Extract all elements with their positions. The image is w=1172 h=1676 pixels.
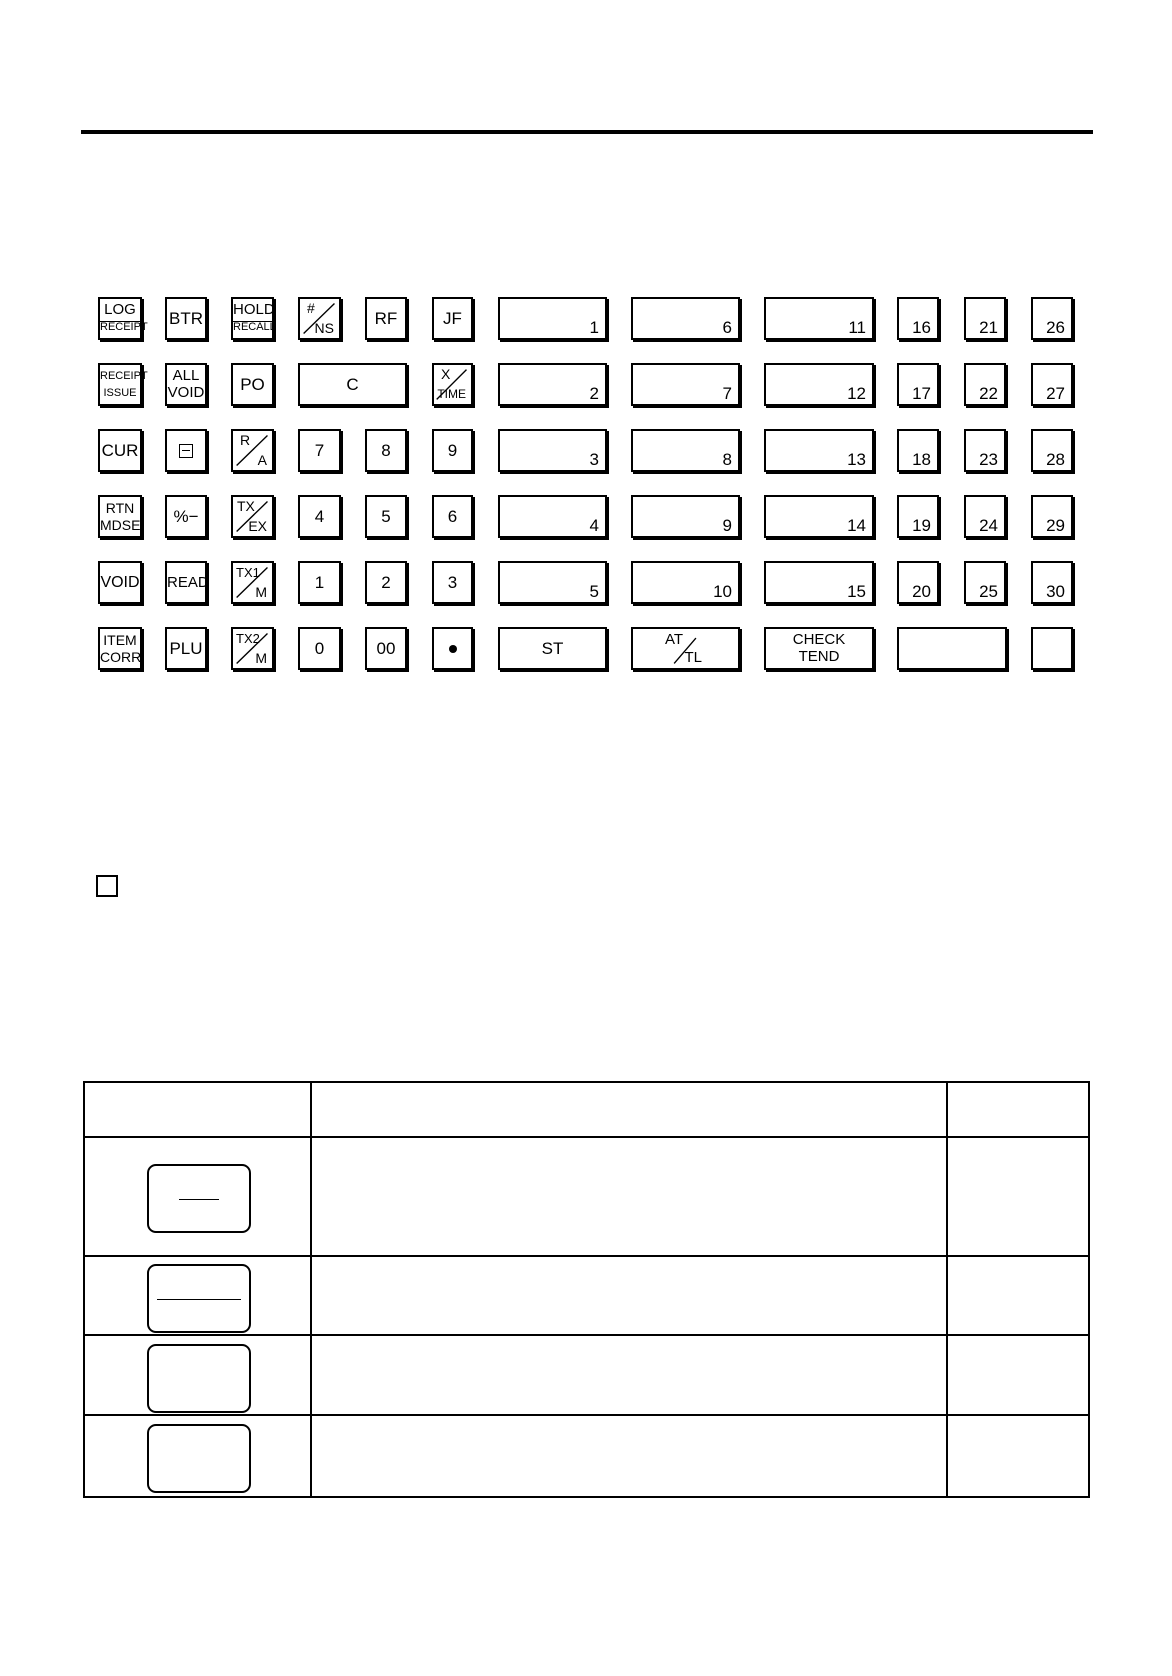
key-label-top: RTN (105, 500, 135, 516)
key-label: ST (541, 638, 564, 658)
department-key[interactable] (631, 495, 740, 538)
amount-tender-total-key[interactable] (631, 627, 740, 670)
key-label-bottom: VOID (167, 384, 205, 401)
key-label-top: R (240, 432, 251, 448)
key-label: PO (240, 374, 265, 394)
key-label: 3 (447, 572, 458, 592)
department-key-number: 13 (847, 450, 866, 469)
rf-key[interactable] (365, 297, 407, 340)
digit-8-key[interactable] (365, 429, 407, 472)
key-label: 7 (314, 440, 325, 460)
key-label-bottom: TEND (798, 648, 840, 665)
key-label: 8 (381, 440, 391, 460)
department-key-number: 9 (722, 516, 732, 535)
key-label-top: CHECK (792, 631, 846, 648)
key-label-bottom: A (257, 452, 267, 468)
table-divider (310, 1083, 312, 1496)
table-key-illustration (147, 1424, 251, 1493)
department-key-number: 26 (1046, 318, 1065, 337)
table-key-illustration (147, 1264, 251, 1333)
key-label: 4 (314, 506, 325, 526)
department-key[interactable] (764, 429, 874, 472)
key-label: BTR (169, 308, 203, 328)
key-label-top: RECEIPT (100, 370, 148, 382)
department-key[interactable] (1031, 429, 1073, 472)
digit-1-key[interactable] (298, 561, 341, 604)
key-label-bottom: NS (314, 320, 334, 336)
minus-icon (179, 444, 193, 458)
po-key[interactable] (231, 363, 274, 406)
department-key-number: 2 (589, 384, 599, 403)
all-void-key[interactable] (165, 363, 207, 406)
department-key[interactable] (764, 561, 874, 604)
key-label: C (346, 374, 359, 394)
key-label-line (157, 1299, 241, 1301)
plu-key[interactable] (165, 627, 207, 670)
key-label-top: X (441, 366, 451, 382)
digit-5-key[interactable] (365, 495, 407, 538)
clear-key[interactable] (298, 363, 407, 406)
department-key[interactable] (631, 297, 740, 340)
department-key-number: 25 (979, 582, 998, 601)
checkbox[interactable] (96, 875, 118, 897)
department-key[interactable] (498, 363, 607, 406)
key-label: %− (173, 506, 199, 526)
key-label: 5 (381, 506, 391, 526)
item-correct-key[interactable] (98, 627, 142, 670)
no-sale-key[interactable] (298, 297, 341, 340)
key-label-bottom: M (255, 584, 267, 600)
department-key[interactable] (498, 495, 607, 538)
department-key[interactable] (498, 429, 607, 472)
department-key-number: 16 (912, 318, 931, 337)
digit-4-key[interactable] (298, 495, 341, 538)
department-key-number: 11 (848, 318, 866, 337)
key-label: 9 (447, 440, 458, 460)
department-key[interactable] (498, 297, 607, 340)
blank-key-wide[interactable] (897, 627, 1007, 670)
key-label-bottom: TIME (437, 387, 466, 401)
department-key[interactable] (631, 363, 740, 406)
department-key-number: 8 (722, 450, 732, 469)
department-key[interactable] (964, 363, 1006, 406)
key-label: 0 (314, 638, 325, 658)
digit-7-key[interactable] (298, 429, 341, 472)
department-key[interactable] (964, 297, 1006, 340)
key-label-bottom: TL (684, 649, 702, 666)
department-key[interactable] (498, 561, 607, 604)
department-key-number: 10 (713, 582, 732, 601)
key-label-bottom: RECEIPT (100, 321, 148, 333)
key-label-top: # (307, 300, 315, 316)
department-key-number: 24 (979, 516, 998, 535)
department-key[interactable] (1031, 297, 1073, 340)
decimal-point-key[interactable] (432, 627, 473, 670)
department-key-number: 27 (1046, 384, 1065, 403)
key-label-top: LOG (104, 301, 136, 318)
tax1-modifier-key[interactable] (231, 561, 274, 604)
log-receipt-key[interactable] (98, 297, 148, 340)
hold-recall-key[interactable] (231, 297, 274, 340)
department-key-number: 18 (912, 450, 931, 469)
btr-key[interactable] (165, 297, 207, 340)
jf-key[interactable] (432, 297, 473, 340)
department-key-number: 29 (1046, 516, 1065, 535)
key-label: PLU (169, 638, 203, 658)
department-key-number: 21 (979, 318, 998, 337)
key-label-bottom: M (255, 650, 267, 666)
key-label: 00 (376, 638, 396, 658)
table-key-illustration (147, 1164, 251, 1233)
key-label-bottom: EX (248, 518, 267, 534)
subtotal-key[interactable] (498, 627, 607, 670)
department-key-number: 7 (722, 384, 732, 403)
read-key[interactable] (165, 561, 207, 604)
department-key-number: 3 (589, 450, 599, 469)
department-key[interactable] (631, 561, 740, 604)
digit-0-key[interactable] (298, 627, 341, 670)
key-label-top: TX (237, 498, 255, 514)
key-label-top: TX2 (236, 631, 260, 646)
key-label: CUR (101, 440, 139, 460)
department-key[interactable] (964, 429, 1006, 472)
digit-3-key[interactable] (432, 561, 473, 604)
table-divider (946, 1083, 948, 1496)
return-merchandise-key[interactable] (98, 495, 142, 538)
department-key-number: 28 (1046, 450, 1065, 469)
key-label: VOID (100, 573, 140, 591)
department-key-number: 12 (847, 384, 866, 403)
void-key[interactable] (98, 561, 142, 604)
department-key-number: 15 (847, 582, 866, 601)
key-label-bottom: ISSUE (103, 387, 137, 399)
table-key-illustration (147, 1344, 251, 1413)
received-on-account-key[interactable] (231, 429, 274, 472)
department-key[interactable] (964, 561, 1006, 604)
percent-minus-key[interactable] (165, 495, 207, 538)
cur-key[interactable] (98, 429, 142, 472)
x-time-key[interactable] (432, 363, 473, 406)
department-key-number: 20 (912, 582, 931, 601)
table-divider (85, 1255, 1088, 1257)
department-key[interactable] (964, 495, 1006, 538)
department-key[interactable] (897, 429, 939, 472)
blank-key[interactable] (1031, 627, 1073, 670)
digit-2-key[interactable] (365, 561, 407, 604)
department-key-number: 17 (912, 384, 931, 403)
key-label-line (179, 1199, 219, 1201)
key-label: RF (374, 308, 398, 328)
key-label: JF (443, 308, 462, 328)
key-label-top: HOLD (233, 301, 275, 318)
department-key[interactable] (897, 495, 939, 538)
key-label: 2 (381, 572, 391, 592)
key-label-bottom: MDSE (100, 517, 141, 533)
key-label: READ (167, 573, 209, 591)
department-key-number: 19 (912, 516, 931, 535)
key-label-top: ITEM (103, 632, 137, 648)
department-key[interactable] (631, 429, 740, 472)
table-divider (85, 1334, 1088, 1336)
department-key[interactable] (897, 561, 939, 604)
receipt-issue-key[interactable] (98, 363, 148, 406)
header-rule (81, 130, 1093, 134)
tax2-modifier-key[interactable] (231, 627, 274, 670)
digit-6-key[interactable] (432, 495, 473, 538)
table-divider (85, 1414, 1088, 1416)
double-zero-key[interactable] (365, 627, 407, 670)
department-key[interactable] (897, 297, 939, 340)
department-key-number: 5 (589, 582, 599, 601)
key-label-top: ALL (172, 367, 200, 384)
key-label: 6 (447, 506, 458, 526)
department-key-number: 23 (979, 450, 998, 469)
digit-9-key[interactable] (432, 429, 473, 472)
check-tend-key[interactable] (764, 627, 874, 670)
key-table (83, 1081, 1090, 1498)
department-key-number: 22 (979, 384, 998, 403)
department-key-number: 1 (589, 318, 599, 337)
tax-exempt-key[interactable] (231, 495, 274, 538)
department-key[interactable] (1031, 363, 1073, 406)
department-key[interactable] (764, 495, 874, 538)
department-key-number: 14 (847, 516, 866, 535)
minus-key[interactable] (165, 429, 207, 472)
department-key[interactable] (1031, 495, 1073, 538)
key-label-top: TX1 (236, 565, 260, 580)
table-divider (85, 1136, 1088, 1138)
department-key[interactable] (764, 297, 874, 340)
key-label: 1 (314, 572, 325, 592)
key-label-top: AT (665, 631, 684, 648)
department-key-number: 6 (722, 318, 732, 337)
key-label-bottom: RECALL (233, 321, 276, 333)
department-key-number: 30 (1046, 582, 1065, 601)
key-label-bottom: CORR (100, 649, 142, 665)
department-key[interactable] (897, 363, 939, 406)
department-key[interactable] (764, 363, 874, 406)
department-key-number: 4 (589, 516, 599, 535)
decimal-point-icon (449, 645, 457, 653)
department-key[interactable] (1031, 561, 1073, 604)
